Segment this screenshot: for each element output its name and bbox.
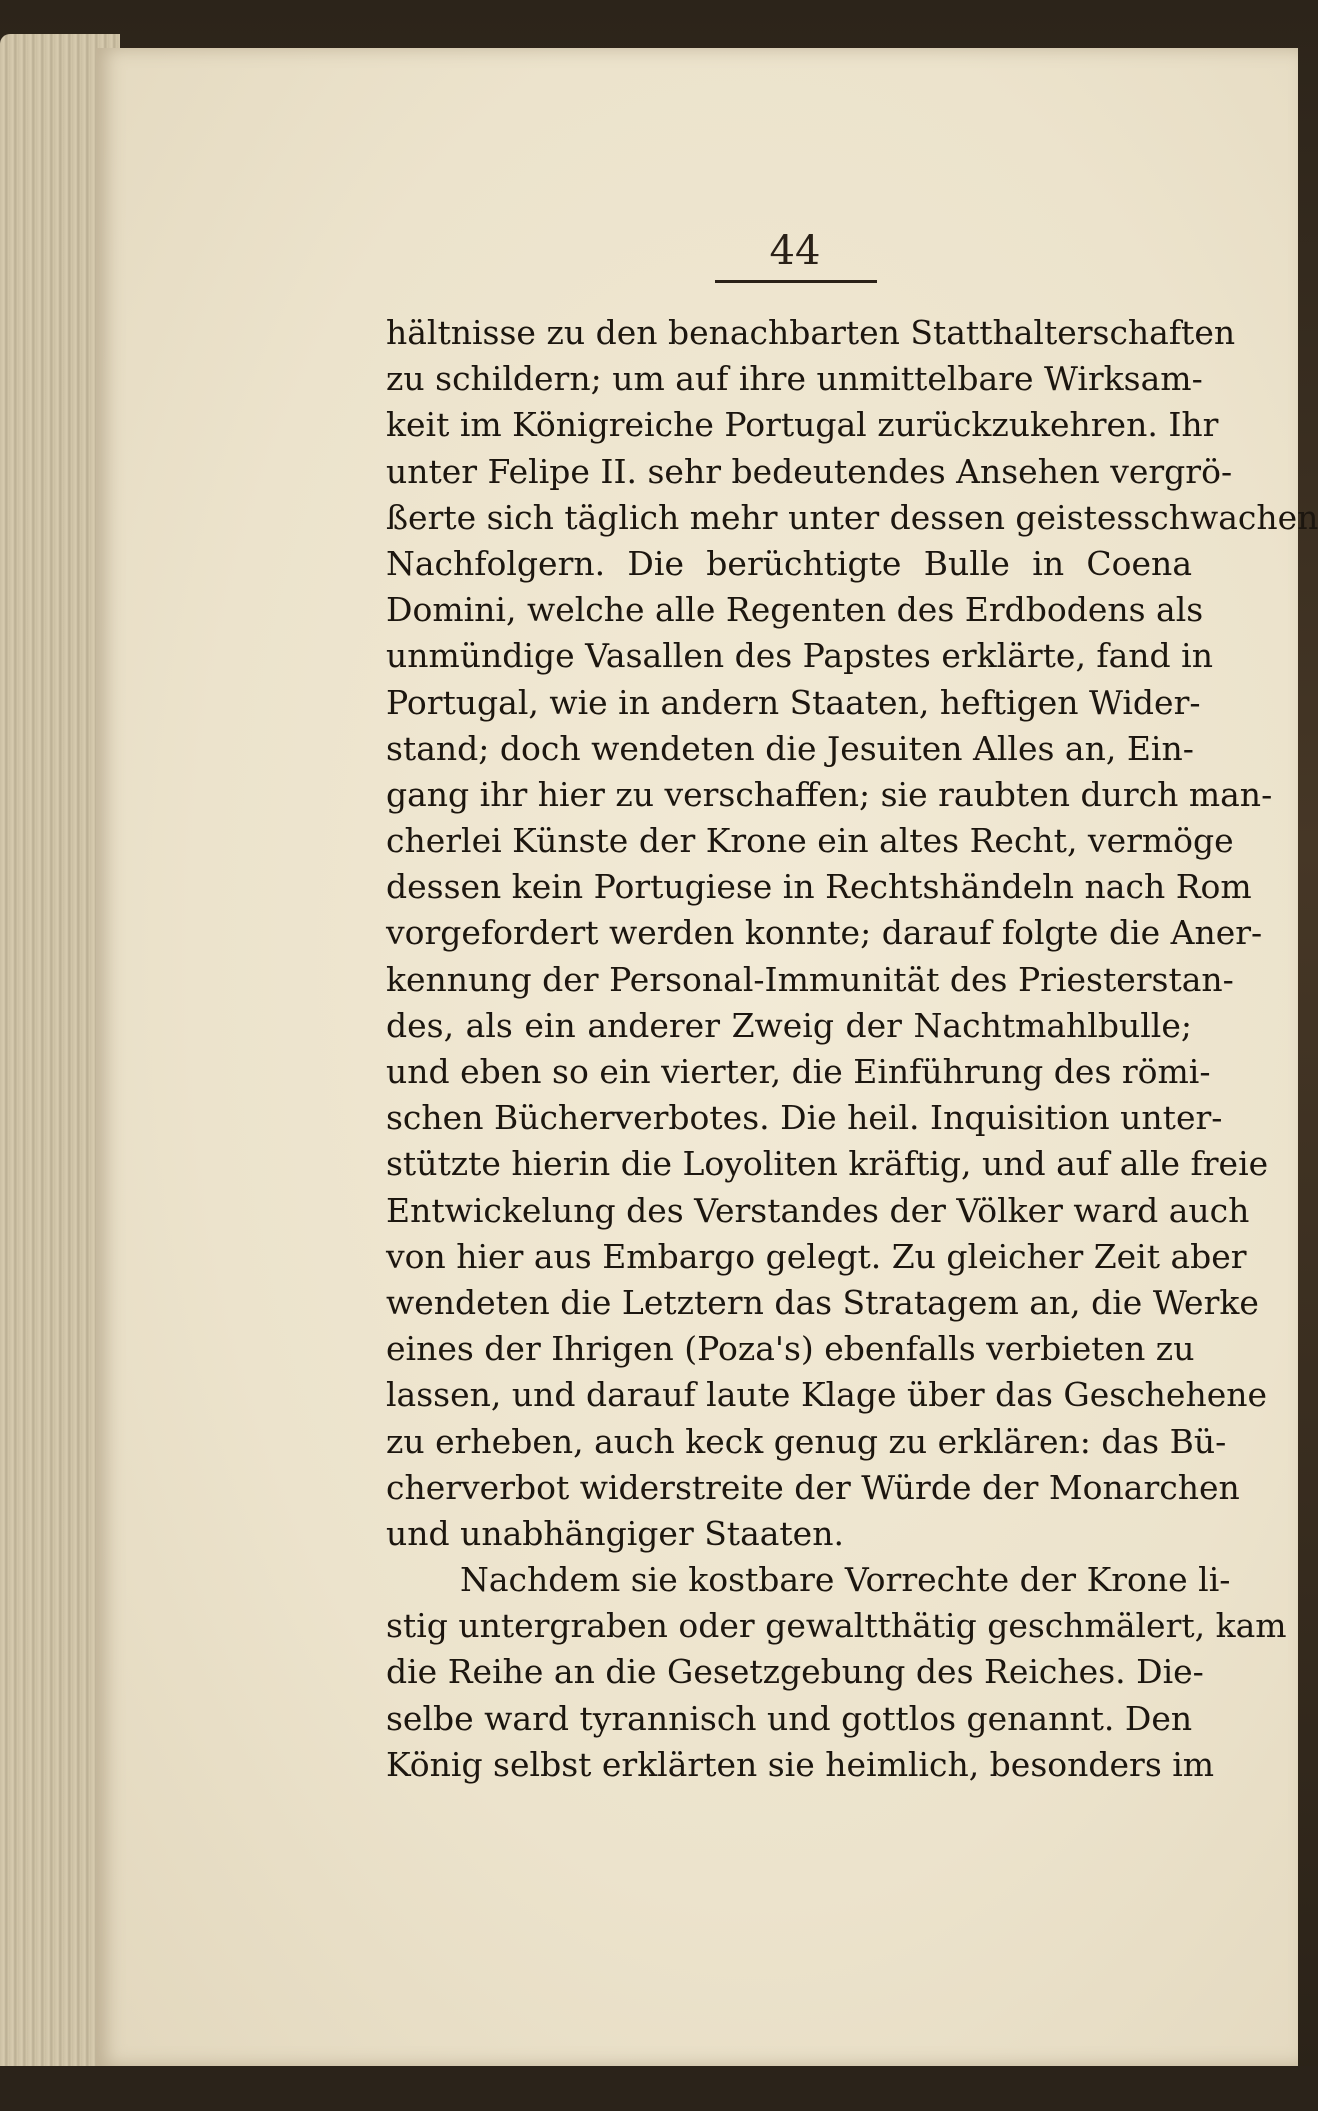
text-line: unmündige Vasallen des Papstes erklärte, fand in <box>386 636 1213 676</box>
text-line: eines der Ihrigen (Poza's) ebenfalls verbieten zu <box>386 1329 1195 1369</box>
text-line: Portugal, wie in andern Staaten, heftigen Wider- <box>386 682 1201 722</box>
page-number: 44 <box>769 228 821 274</box>
text-line: des, als ein anderer Zweig der Nachtmahlbulle; <box>386 1005 1192 1045</box>
text-line: wendeten die Letztern das Stratagem an, die Werke <box>386 1282 1259 1322</box>
text-line: und unabhängiger Staaten. <box>386 1513 844 1553</box>
text-line: lassen, und darauf laute Klage über das Geschehene <box>386 1375 1268 1415</box>
text-line: hältnisse zu den benachbarten Statthalterschaften <box>386 313 1236 352</box>
text-line: ßerte sich täglich mehr unter dessen geistesschwachen <box>386 497 1318 537</box>
text-line: von hier aus Embargo gelegt. Zu gleicher Zeit aber <box>386 1236 1247 1276</box>
text-line: zu erheben, auch keck genug zu erklären: das Bü- <box>386 1421 1227 1461</box>
text-line: und eben so ein vierter, die Einführung des römi- <box>386 1052 1211 1091</box>
text-line: zu schildern; um auf ihre unmittelbare Wirksam- <box>386 359 1203 399</box>
text-line: dessen kein Portugiese in Rechtshändeln nach Rom <box>386 867 1252 907</box>
text-line: unter Felipe II. sehr bedeutendes Ansehen vergrö- <box>386 451 1233 491</box>
text-line: Domini, welche alle Regenten des Erdbodens als <box>386 590 1204 630</box>
book-bottom-edge <box>0 2066 1318 2111</box>
text-line: schen Bücherverbotes. Die heil. Inquisition unter- <box>386 1098 1223 1138</box>
header-rule <box>715 280 877 283</box>
text-line: Entwickelung des Verstandes der Völker ward auch <box>386 1190 1250 1230</box>
text-line: Nachdem sie kostbare Vorrechte der Krone li- <box>460 1560 1231 1600</box>
body-text <box>386 310 1318 1788</box>
text-line: keit im Königreiche Portugal zurückzukehren. Ihr <box>386 405 1219 445</box>
text-line: stützte hierin die Loyoliten kräftig, und auf alle freie <box>386 1144 1269 1184</box>
text-line: vorgefordert werden konnte; darauf folgte die Aner- <box>386 913 1263 953</box>
text-line: kennung der Personal-Immunität des Priesterstan- <box>386 959 1234 999</box>
text-line: cherverbot widerstreite der Würde der Monarchen <box>386 1467 1240 1507</box>
text-line: König selbst erklärten sie heimlich, besonders im <box>386 1744 1215 1784</box>
text-line: stig untergraben oder gewaltthätig geschmälert, kam <box>386 1606 1287 1646</box>
text-line: cherlei Künste der Krone ein altes Recht, vermöge <box>386 821 1234 861</box>
text-line: Nachfolgern. Die berüchtigte Bulle in Coena <box>386 543 1192 583</box>
text-line: die Reihe an die Gesetzgebung des Reiches. Die- <box>386 1652 1204 1692</box>
text-line: gang ihr hier zu verschaffen; sie raubten durch man- <box>386 774 1273 814</box>
text-line: selbe ward tyrannisch und gottlos genannt. Den <box>386 1698 1193 1738</box>
text-line: stand; doch wendeten die Jesuiten Alles an, Ein- <box>386 728 1194 768</box>
